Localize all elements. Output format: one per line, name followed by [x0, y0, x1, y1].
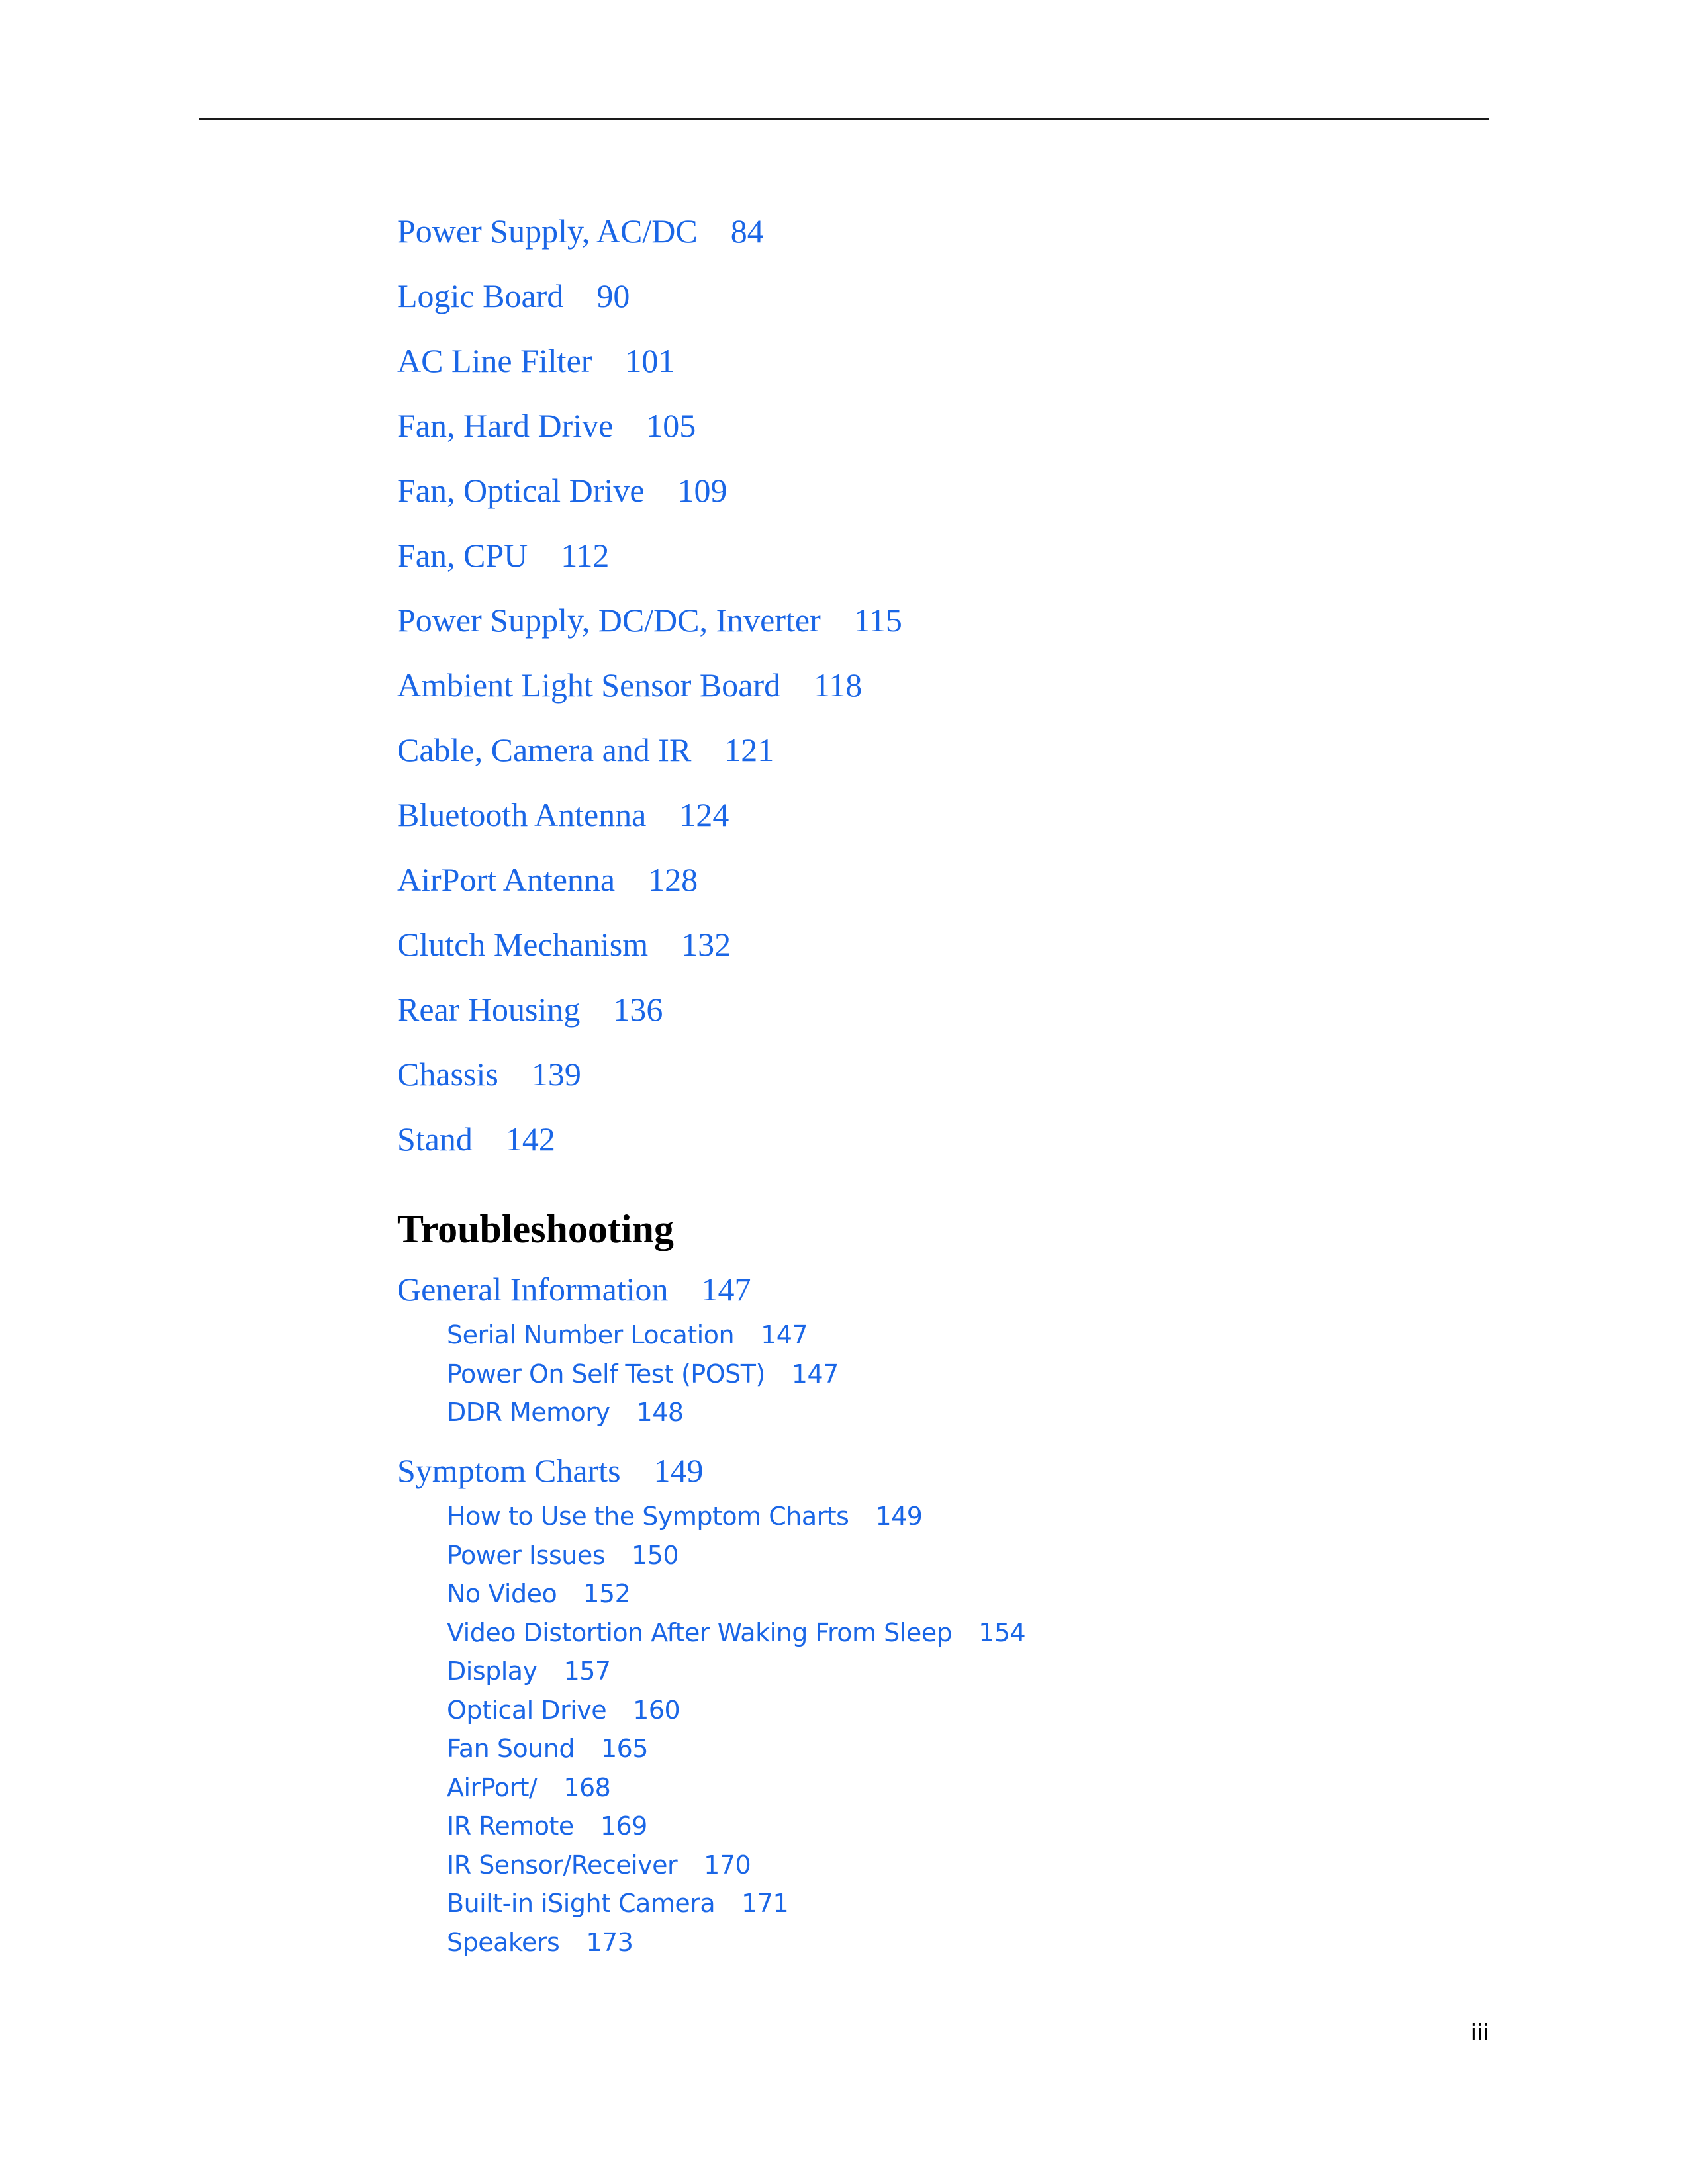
toc-subentry-title: Power Issues: [447, 1540, 606, 1570]
toc-entry-list: [397, 199, 1489, 1171]
toc-subentry[interactable]: [447, 1497, 1025, 1536]
toc-group-title: General Information: [397, 1271, 669, 1308]
toc-subentry[interactable]: [447, 1316, 839, 1355]
toc-subentry-title: Speakers: [447, 1927, 560, 1957]
toc-subentry-title: Display: [447, 1657, 538, 1686]
table-of-contents: [397, 199, 1489, 1957]
toc-entry[interactable]: [397, 393, 1489, 458]
toc-entry-title: Fan, Hard Drive: [397, 407, 614, 444]
toc-entry[interactable]: [397, 523, 1489, 588]
toc-group-heading[interactable]: [397, 1263, 839, 1316]
toc-subentry-title: AirPort/: [447, 1772, 538, 1802]
toc-subentry-page: 165: [600, 1734, 649, 1763]
toc-entry-title: Bluetooth Antenna: [397, 796, 647, 833]
toc-group-symptom-charts: [397, 1444, 1025, 1962]
toc-entry-page: 112: [561, 537, 610, 574]
toc-entry[interactable]: [397, 199, 1489, 263]
toc-entry[interactable]: [397, 458, 1489, 523]
toc-entry[interactable]: [397, 847, 1489, 912]
toc-subentry-page: 152: [583, 1579, 631, 1608]
toc-entry-title: AirPort Antenna: [397, 861, 616, 898]
toc-subentry[interactable]: [447, 1807, 1025, 1846]
toc-group-general-information: [397, 1263, 839, 1432]
toc-entry-page: 84: [730, 212, 764, 250]
toc-subentry-title: Optical Drive: [447, 1695, 607, 1725]
section-heading-troubleshooting: Troubleshooting: [397, 1207, 674, 1251]
toc-entry-title: Power Supply, AC/DC: [397, 212, 698, 250]
toc-entry-title: AC Line Filter: [397, 342, 592, 379]
toc-entry-page: 139: [531, 1056, 581, 1093]
toc-entry[interactable]: [397, 782, 1489, 847]
toc-entry-title: Cable, Camera and IR: [397, 731, 692, 768]
toc-subentry[interactable]: [447, 1884, 1025, 1923]
toc-subentry[interactable]: [447, 1355, 839, 1394]
page-number: iii: [1470, 2020, 1489, 2046]
toc-entry-page: 142: [505, 1120, 555, 1158]
toc-entry-page: 136: [613, 991, 663, 1028]
toc-subentry[interactable]: [447, 1574, 1025, 1614]
toc-entry-page: 121: [724, 731, 774, 768]
toc-subentry[interactable]: [447, 1846, 1025, 1885]
toc-entry-page: 118: [814, 666, 863, 704]
toc-subentry-list: [397, 1497, 1025, 1962]
toc-entry-page: 132: [681, 926, 731, 963]
toc-subentry-page: 168: [563, 1772, 611, 1802]
toc-subentry-title: IR Remote: [447, 1811, 574, 1841]
toc-entry[interactable]: [397, 328, 1489, 393]
toc-subentry[interactable]: [447, 1393, 839, 1432]
toc-subentry-page: 148: [636, 1398, 684, 1427]
toc-entry[interactable]: [397, 263, 1489, 328]
toc-group-title: Symptom Charts: [397, 1452, 621, 1489]
toc-subentry-page: 173: [586, 1927, 633, 1957]
toc-entry-title: Clutch Mechanism: [397, 926, 649, 963]
toc-subentry[interactable]: [447, 1652, 1025, 1691]
toc-entry-title: Stand: [397, 1120, 473, 1158]
toc-subentry[interactable]: [447, 1614, 1025, 1653]
toc-subentry-page: 170: [704, 1850, 751, 1880]
toc-entry[interactable]: [397, 717, 1489, 782]
toc-subentry-title: IR Sensor/Receiver: [447, 1850, 678, 1880]
toc-entry[interactable]: [397, 977, 1489, 1042]
toc-entry-page: 105: [646, 407, 696, 444]
toc-entry[interactable]: [397, 588, 1489, 653]
toc-subentry-page: 147: [761, 1320, 808, 1349]
toc-subentry-title: Serial Number Location: [447, 1320, 735, 1349]
toc-entry-page: 101: [625, 342, 675, 379]
toc-subentry-page: 171: [741, 1889, 789, 1918]
toc-entry-page: 124: [679, 796, 729, 833]
toc-entry-page: 115: [853, 602, 902, 639]
toc-subentry-title: Power On Self Test (POST): [447, 1359, 765, 1388]
toc-entry-page: 109: [677, 472, 727, 509]
toc-subentry-list: [397, 1316, 839, 1432]
toc-subentry-page: 157: [563, 1657, 611, 1686]
toc-entry[interactable]: [397, 1042, 1489, 1107]
toc-entry-page: 128: [648, 861, 698, 898]
toc-entry[interactable]: [397, 1107, 1489, 1171]
toc-entry[interactable]: [397, 653, 1489, 717]
toc-entry-title: Fan, Optical Drive: [397, 472, 645, 509]
toc-subentry-page: 154: [978, 1617, 1026, 1647]
toc-entry[interactable]: [397, 912, 1489, 977]
toc-subentry[interactable]: [447, 1691, 1025, 1730]
toc-subentry-title: No Video: [447, 1579, 557, 1608]
toc-subentry-title: Fan Sound: [447, 1734, 575, 1763]
toc-subentry-page: 149: [875, 1502, 923, 1531]
toc-group-heading[interactable]: [397, 1444, 1025, 1497]
toc-subentry-page: 147: [791, 1359, 839, 1388]
toc-subentry-page: 160: [633, 1695, 680, 1725]
toc-subentry-page: 169: [600, 1811, 647, 1841]
header-rule: [199, 118, 1489, 120]
toc-subentry-page: 150: [632, 1540, 679, 1570]
toc-entry-title: Ambient Light Sensor Board: [397, 666, 781, 704]
toc-entry-title: Chassis: [397, 1056, 498, 1093]
toc-entry-page: 90: [596, 277, 630, 314]
toc-entry-title: Power Supply, DC/DC, Inverter: [397, 602, 821, 639]
toc-subentry[interactable]: [447, 1536, 1025, 1575]
toc-group-page: 149: [653, 1452, 704, 1489]
toc-entry-title: Logic Board: [397, 277, 564, 314]
toc-subentry[interactable]: [447, 1923, 1025, 1962]
toc-subentry-title: Video Distortion After Waking From Sleep: [447, 1617, 953, 1647]
toc-subentry-title: Built-in iSight Camera: [447, 1889, 716, 1918]
toc-subentry[interactable]: [447, 1729, 1025, 1768]
toc-entry-title: Rear Housing: [397, 991, 581, 1028]
toc-subentry-title: How to Use the Symptom Charts: [447, 1502, 849, 1531]
toc-entry-title: Fan, CPU: [397, 537, 528, 574]
toc-group-page: 147: [701, 1271, 751, 1308]
toc-subentry-title: DDR Memory: [447, 1398, 610, 1427]
toc-subentry[interactable]: [447, 1768, 1025, 1807]
